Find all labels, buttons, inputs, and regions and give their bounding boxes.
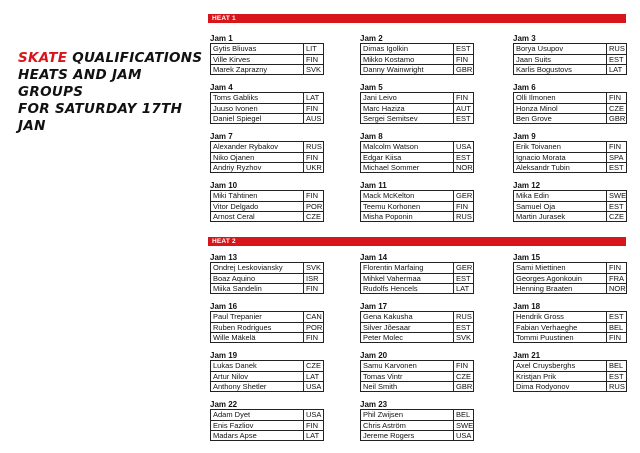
jam-group	[513, 181, 627, 222]
title-line-1	[18, 50, 208, 67]
rider-country: BEL	[606, 361, 626, 371]
table-row	[514, 103, 626, 113]
rider-country: SVK	[303, 65, 323, 74]
rider-name: Borya Usupov	[516, 44, 564, 53]
jam-title: Jam 4	[210, 83, 233, 92]
jam-group	[210, 400, 324, 441]
jam-title: Jam 19	[210, 351, 238, 360]
rider-name: Lukas Danek	[213, 361, 257, 370]
table-row	[361, 44, 473, 54]
rider-name: Peter Molec	[363, 333, 404, 342]
rider-country: GER	[453, 191, 473, 201]
rider-name: Dima Rodyonov	[516, 382, 570, 391]
rider-name: Michael Sommer	[363, 163, 420, 172]
rider-country: LIT	[303, 44, 323, 54]
rider-country: FIN	[606, 333, 626, 342]
table-row	[514, 332, 626, 342]
jam-title: Jam 6	[513, 83, 536, 92]
rider-country: FIN	[453, 202, 473, 211]
rider-name: Phil Zwijsen	[363, 410, 404, 419]
rider-country: RUS	[606, 44, 626, 54]
rider-name: Fabian Verhaeghe	[516, 323, 578, 332]
jam-title: Jam 21	[513, 351, 541, 360]
page-title	[18, 50, 208, 135]
table-row	[361, 142, 473, 152]
jam-group	[513, 253, 627, 294]
jam-group	[513, 83, 627, 124]
jam-group	[210, 132, 324, 173]
rider-country: RUS	[303, 142, 323, 152]
rider-name: Ondrej Leskoviansky	[213, 263, 283, 272]
rider-country: EST	[606, 55, 626, 64]
rider-country: EST	[453, 44, 473, 54]
rider-country: SVK	[453, 333, 473, 342]
table-row	[361, 420, 473, 430]
rider-name: Gytis Bliuvas	[213, 44, 257, 53]
table-row	[514, 201, 626, 211]
jam-roster-table	[210, 43, 324, 75]
jam-title: Jam 12	[513, 181, 541, 190]
rider-name: Edgar Kiisa	[363, 153, 402, 162]
rider-name: Madars Apse	[213, 431, 257, 440]
rider-name: Paul Trepanier	[213, 312, 262, 321]
table-row	[514, 191, 626, 201]
table-row	[514, 162, 626, 172]
rider-name: Mihkel Vahermaa	[363, 274, 421, 283]
jam-roster-table	[513, 92, 627, 124]
rider-name: Silver Jõesaar	[363, 323, 411, 332]
table-row	[361, 54, 473, 64]
table-row	[211, 142, 323, 152]
rider-country: USA	[303, 382, 323, 391]
table-row	[361, 201, 473, 211]
jam-title: Jam 14	[360, 253, 388, 262]
rider-country: FIN	[303, 153, 323, 162]
rider-name: Axel Cruysberghs	[516, 361, 576, 370]
jam-title: Jam 2	[360, 34, 383, 43]
table-row	[361, 162, 473, 172]
rider-name: Ville Kirves	[213, 55, 250, 64]
rider-name: Ignacio Morata	[516, 153, 566, 162]
table-row	[211, 93, 323, 103]
rider-country: LAT	[453, 284, 473, 293]
jam-roster-table	[360, 190, 474, 222]
rider-name: Malcolm Watson	[363, 142, 419, 151]
table-row	[514, 371, 626, 381]
rider-country: GBR	[453, 65, 473, 74]
jam-title: Jam 16	[210, 302, 238, 311]
rider-name: Juuso Ivonen	[213, 104, 258, 113]
rider-name: Boaz Aquino	[213, 274, 256, 283]
rider-name: Florentin Marfaing	[363, 263, 424, 272]
jam-title: Jam 17	[360, 302, 388, 311]
jam-title: Jam 15	[513, 253, 541, 262]
jam-group	[210, 83, 324, 124]
jam-title: Jam 20	[360, 351, 388, 360]
rider-name: Andriy Ryzhov	[213, 163, 262, 172]
table-row	[361, 103, 473, 113]
rider-country: SWE	[606, 191, 626, 201]
rider-name: Tomas Vintr	[363, 372, 403, 381]
rider-name: Miki Tähtinen	[213, 191, 258, 200]
rider-country: FIN	[453, 361, 473, 371]
jam-roster-table	[513, 43, 627, 75]
table-row	[211, 361, 323, 371]
rider-country: NOR	[453, 163, 473, 172]
table-row	[361, 113, 473, 123]
table-row	[514, 54, 626, 64]
rider-name: Sergei Semitsev	[363, 114, 418, 123]
table-row	[361, 322, 473, 332]
rider-country: GER	[453, 263, 473, 273]
jam-group	[360, 351, 474, 392]
table-row	[514, 142, 626, 152]
jam-roster-table	[210, 262, 324, 294]
table-row	[211, 201, 323, 211]
jam-roster-table	[360, 360, 474, 392]
rider-country: FIN	[606, 142, 626, 152]
rider-name: Samu Karvonen	[363, 361, 417, 370]
rider-country: SVK	[303, 263, 323, 273]
rider-country: POR	[303, 202, 323, 211]
jam-group	[210, 351, 324, 392]
jam-group	[360, 132, 474, 173]
rider-country: CZE	[453, 372, 473, 381]
jam-roster-table	[210, 190, 324, 222]
rider-name: Mikko Kostamo	[363, 55, 415, 64]
rider-name: Dimas Igolkin	[363, 44, 409, 53]
rider-country: FIN	[303, 104, 323, 113]
jam-title: Jam 9	[513, 132, 536, 141]
rider-name: Jani Leivo	[363, 93, 397, 102]
rider-name: Neil Smith	[363, 382, 398, 391]
rider-name: Danny Wainwright	[363, 65, 424, 74]
rider-name: Misha Poponin	[363, 212, 413, 221]
jam-group	[360, 253, 474, 294]
jam-roster-table	[210, 141, 324, 173]
rider-name: Henning Braaten	[516, 284, 573, 293]
rider-country: SPA	[606, 153, 626, 162]
heat-2-header: HEAT 2	[208, 237, 626, 246]
rider-name: Wille Mäkelä	[213, 333, 256, 342]
table-row	[361, 283, 473, 293]
rider-name: Adam Dyet	[213, 410, 251, 419]
rider-country: BEL	[606, 323, 626, 332]
jam-roster-table	[513, 141, 627, 173]
jam-roster-table	[210, 409, 324, 441]
rider-name: Teemu Korhonen	[363, 202, 421, 211]
table-row	[211, 332, 323, 342]
rider-country: FIN	[606, 93, 626, 103]
table-row	[211, 103, 323, 113]
rider-name: Gena Kakusha	[363, 312, 413, 321]
jam-group	[360, 400, 474, 441]
table-row	[361, 263, 473, 273]
rider-country: CZE	[303, 361, 323, 371]
rider-country: EST	[606, 202, 626, 211]
table-row	[361, 430, 473, 440]
rider-name: Aleksandr Tubin	[516, 163, 570, 172]
rider-country: BEL	[453, 410, 473, 420]
table-row	[211, 381, 323, 391]
rider-country: FIN	[303, 421, 323, 430]
jam-group	[360, 181, 474, 222]
jam-group	[360, 302, 474, 343]
table-row	[514, 283, 626, 293]
table-row	[211, 430, 323, 440]
table-row	[361, 332, 473, 342]
rider-name: Karlis Bogustovs	[516, 65, 572, 74]
table-row	[211, 191, 323, 201]
table-row	[211, 64, 323, 74]
table-row	[211, 273, 323, 283]
rider-country: AUS	[303, 114, 323, 123]
title-line-3: FOR SATURDAY 17TH JAN	[18, 101, 183, 134]
table-row	[211, 211, 323, 221]
rider-country: SWE	[453, 421, 473, 430]
jam-roster-table	[360, 311, 474, 343]
jam-title: Jam 22	[210, 400, 238, 409]
rider-name: Rudolfs Hencels	[363, 284, 418, 293]
rider-country: EST	[606, 163, 626, 172]
rider-country: POR	[303, 323, 323, 332]
table-row	[514, 312, 626, 322]
jam-group	[210, 302, 324, 343]
table-row	[361, 93, 473, 103]
jam-roster-table	[360, 92, 474, 124]
jam-title: Jam 18	[513, 302, 541, 311]
rider-country: EST	[453, 114, 473, 123]
rider-country: USA	[303, 410, 323, 420]
table-row	[211, 371, 323, 381]
table-row	[361, 410, 473, 420]
jam-roster-table	[360, 262, 474, 294]
jam-roster-table	[513, 262, 627, 294]
table-row	[514, 263, 626, 273]
rider-name: Jereme Rogers	[363, 431, 415, 440]
rider-country: ISR	[303, 274, 323, 283]
table-row	[211, 152, 323, 162]
rider-name: Alexander Rybakov	[213, 142, 279, 151]
rider-country: RUS	[453, 312, 473, 322]
rider-country: CZE	[303, 212, 323, 221]
rider-country: CZE	[606, 212, 626, 221]
table-row	[211, 312, 323, 322]
jam-title: Jam 8	[360, 132, 383, 141]
table-row	[514, 152, 626, 162]
jam-roster-table	[210, 360, 324, 392]
jam-group	[513, 302, 627, 343]
jam-roster-table	[513, 311, 627, 343]
table-row	[361, 152, 473, 162]
jam-group	[513, 132, 627, 173]
table-row	[361, 381, 473, 391]
rider-name: Enis Fazliov	[213, 421, 254, 430]
jam-title: Jam 13	[210, 253, 238, 262]
rider-country: FIN	[453, 55, 473, 64]
table-row	[211, 263, 323, 273]
table-row	[514, 322, 626, 332]
rider-name: Georges Agonkouin	[516, 274, 582, 283]
rider-country: GBR	[606, 114, 626, 123]
jam-roster-table	[360, 141, 474, 173]
rider-name: Kristjan Prik	[516, 372, 557, 381]
rider-country: USA	[453, 431, 473, 440]
rider-name: Arnost Ceral	[213, 212, 255, 221]
table-row	[514, 211, 626, 221]
rider-country: CZE	[606, 104, 626, 113]
rider-name: Ruben Rodrigues	[213, 323, 272, 332]
jam-roster-table	[210, 311, 324, 343]
jam-group	[513, 34, 627, 75]
rider-country: FIN	[453, 93, 473, 103]
rider-country: CAN	[303, 312, 323, 322]
table-row	[361, 211, 473, 221]
table-row	[361, 371, 473, 381]
jam-roster-table	[513, 190, 627, 222]
table-row	[361, 64, 473, 74]
table-row	[514, 273, 626, 283]
rider-name: Marek Zaprazny	[213, 65, 268, 74]
rider-country: USA	[453, 142, 473, 152]
rider-country: UKR	[303, 163, 323, 172]
jam-roster-table	[360, 409, 474, 441]
jam-roster-table	[210, 92, 324, 124]
jam-title: Jam 5	[360, 83, 383, 92]
rider-country: FIN	[606, 263, 626, 273]
rider-country: EST	[606, 372, 626, 381]
table-row	[361, 361, 473, 371]
table-row	[211, 410, 323, 420]
rider-name: Chris Aström	[363, 421, 406, 430]
rider-name: Mack McKelton	[363, 191, 415, 200]
rider-name: Tommi Puustinen	[516, 333, 574, 342]
rider-country: LAT	[303, 372, 323, 381]
rider-name: Erik Toivanen	[516, 142, 561, 151]
jam-title: Jam 1	[210, 34, 233, 43]
rider-country: EST	[453, 323, 473, 332]
jam-title: Jam 23	[360, 400, 388, 409]
rider-country: FRA	[606, 274, 626, 283]
jam-title: Jam 7	[210, 132, 233, 141]
title-line-1-rest: QUALIFICATIONS	[67, 50, 203, 66]
rider-name: Anthony Shetler	[213, 382, 267, 391]
table-row	[361, 273, 473, 283]
jam-title: Jam 10	[210, 181, 238, 190]
rider-name: Marc Haziza	[363, 104, 405, 113]
table-row	[211, 322, 323, 332]
jam-group	[210, 253, 324, 294]
rider-name: Honza Minol	[516, 104, 558, 113]
table-row	[361, 191, 473, 201]
rider-name: Mika Edin	[516, 191, 549, 200]
jam-title: Jam 11	[360, 181, 387, 190]
table-row	[211, 113, 323, 123]
rider-country: FIN	[303, 191, 323, 201]
rider-country: EST	[453, 153, 473, 162]
rider-name: Toms Gabliks	[213, 93, 259, 102]
rider-name: Martin Jurasek	[516, 212, 566, 221]
rider-country: RUS	[453, 212, 473, 221]
rider-country: NOR	[606, 284, 626, 293]
rider-country: AUT	[453, 104, 473, 113]
rider-country: LAT	[303, 93, 323, 103]
rider-name: Ben Grove	[516, 114, 552, 123]
jam-title: Jam 3	[513, 34, 536, 43]
jam-roster-table	[360, 43, 474, 75]
table-row	[514, 113, 626, 123]
jam-group	[210, 181, 324, 222]
rider-country: FIN	[303, 55, 323, 64]
rider-name: Daniel Spiegel	[213, 114, 262, 123]
rider-name: Niko Ojanen	[213, 153, 255, 162]
jam-group	[513, 351, 627, 392]
rider-name: Vitor Delgado	[213, 202, 259, 211]
rider-name: Artur Nilov	[213, 372, 249, 381]
rider-country: RUS	[606, 382, 626, 391]
table-row	[211, 44, 323, 54]
title-line-2: HEATS AND JAM GROUPS	[18, 67, 142, 100]
table-row	[514, 381, 626, 391]
rider-country: EST	[606, 312, 626, 322]
heat-1-header: HEAT 1	[208, 14, 626, 23]
rider-country: LAT	[303, 431, 323, 440]
table-row	[211, 162, 323, 172]
table-row	[211, 283, 323, 293]
jam-group	[360, 34, 474, 75]
rider-country: FIN	[303, 333, 323, 342]
table-row	[211, 54, 323, 64]
rider-name: Samuel Oja	[516, 202, 556, 211]
table-row	[514, 64, 626, 74]
table-row	[514, 93, 626, 103]
rider-name: Sami Miettinen	[516, 263, 566, 272]
rider-country: FIN	[303, 284, 323, 293]
rider-name: Miika Sandelin	[213, 284, 262, 293]
jam-roster-table	[513, 360, 627, 392]
table-row	[514, 361, 626, 371]
jam-group	[360, 83, 474, 124]
table-row	[514, 44, 626, 54]
rider-name: Olli Ilmonen	[516, 93, 556, 102]
jam-group	[210, 34, 324, 75]
rider-name: Jaan Suits	[516, 55, 552, 64]
rider-name: Hendrik Gross	[516, 312, 564, 321]
table-row	[361, 312, 473, 322]
table-row	[211, 420, 323, 430]
title-accent: SKATE	[18, 50, 68, 66]
rider-country: LAT	[606, 65, 626, 74]
rider-country: EST	[453, 274, 473, 283]
rider-country: GBR	[453, 382, 473, 391]
